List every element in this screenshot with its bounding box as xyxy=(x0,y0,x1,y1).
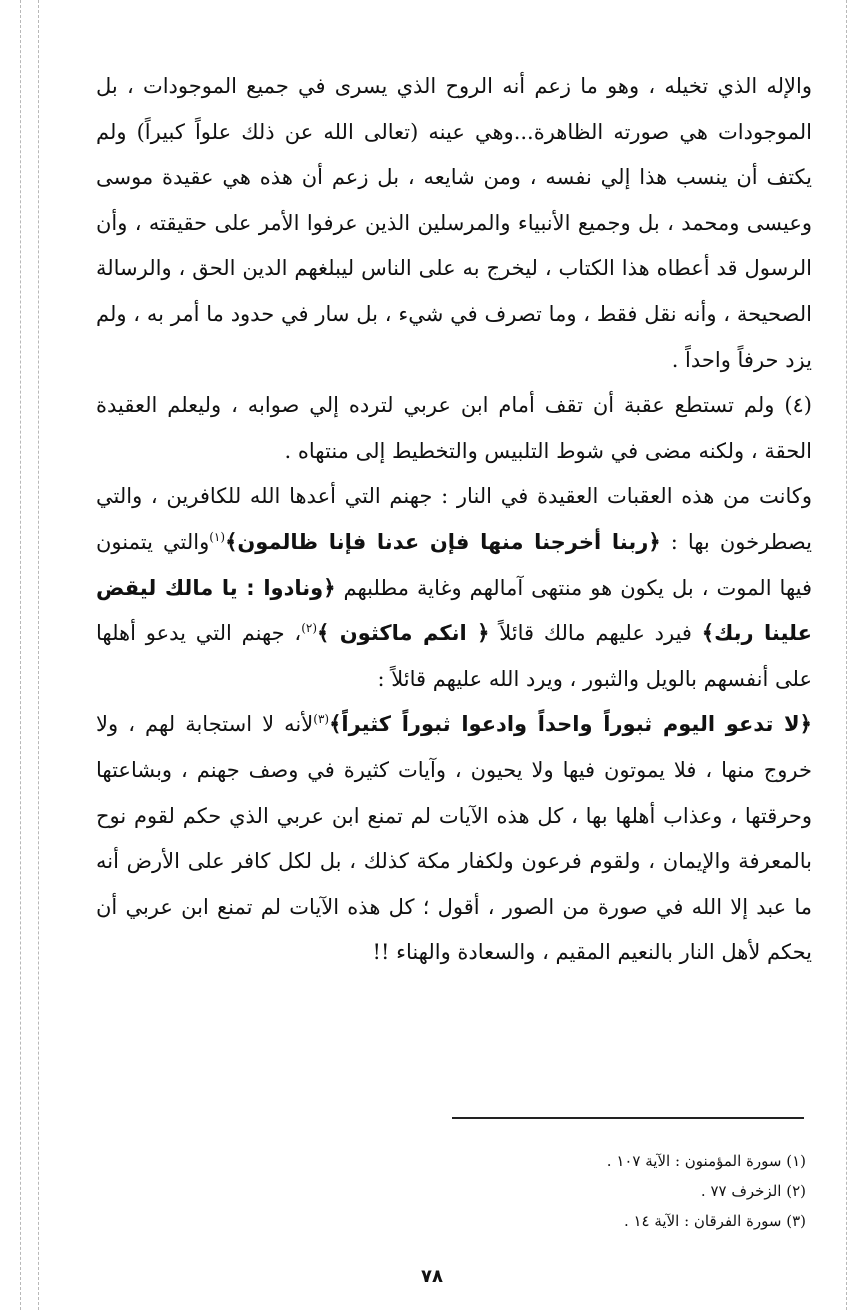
footnote: (١) سورة المؤمنون : الآية ١٠٧ . xyxy=(606,1152,806,1170)
paragraph-text: لأنه لا استجابة لهم ، ولا خروج منها ، فلا يموتون فيها ولا يحيون ، وآيات كثيرة في وصف جهنم ، وبشاعتها وحرقتها ، وعذاب أهلها بها ، كل هذه الآيات لم تمنع ابن عربي الذي حكم لقوم نوح بالمعرفة والإيمان ، ولقوم فرعون ولكفار مكة كذلك ، بل لكل كافر على الأرض أنه ما عبد إلا الله في صورة من الصور ، أقول ؛ كل هذه الآيات لم تمنع ابن عربي أن يحكم لأهل النار بالنعيم المقيم ، والسعادة والهناء !! xyxy=(96,712,812,965)
footnotes xyxy=(480,1146,806,1236)
quran-verse: ﴿ونادوا : يا مالك ليقض علينا ربك﴾ xyxy=(96,575,812,646)
footnote-ref: (٣) xyxy=(313,712,330,727)
paragraph xyxy=(96,474,812,702)
paragraph-text: ، جهنم التي يدعو أهلها على أنفسهم بالويل والثبور ، ويرد الله عليهم قائلاً : xyxy=(96,621,812,691)
quran-verse: ﴿ انكم ماكثون ﴾ xyxy=(317,621,490,646)
scan-margin-line xyxy=(38,0,39,1310)
paragraph: (٤) ولم تستطع عقبة أن تقف أمام ابن عربي لترده إلي صوابه ، وليعلم العقيدة الحقة ، ولكنه مضى في شوط التلبيس والتخطيط إلى منتهاه . xyxy=(96,393,812,463)
paragraph: والإله الذي تخيله ، وهو ما زعم أنه الروح الذي يسرى في جميع الموجودات ، بل الموجودات هي صورته الظاهرة...وهي عينه (تعالى الله عن ذلك علواً كبيراً) ولم يكتف أن ينسب هذا إلي نفسه ، ومن شايعه ، بل زعم أن هذه هي عقيدة موسى وعيسى ومحمد ، بل وجميع الأنبياء والمرسلين الذين عرفوا الأمر على حقيقته ، وأن الرسول قد أعطاه هذا الكتاب ، ليخرج به على الناس ليبلغهم الدين الحق ، والرسالة الصحيحة ، وأنه نقل فقط ، وما تصرف في شيء ، بل سار في حدود ما أمر به ، ولم يزد حرفاً واحداً . xyxy=(96,74,812,372)
paragraph-text: والتي يتمنون فيها الموت ، بل يكون هو منتهى آمالهم وغاية مطلبهم xyxy=(96,529,812,600)
footnote: (٢) الزخرف ٧٧ . xyxy=(700,1182,806,1200)
quran-verse: ﴿لا تدعو اليوم ثبوراً واحداً وادعوا ثبوراً كثيراً﴾ xyxy=(329,712,812,737)
scan-margin-line xyxy=(20,0,21,1310)
footnote-separator xyxy=(452,1117,804,1119)
paragraph-text: فيرد عليهم مالك قائلاً xyxy=(499,621,692,646)
quran-verse: ﴿ربنا أخرجنا منها فإن عدنا فإنا ظالمون﴾ xyxy=(225,529,661,554)
footnote-ref: (١) xyxy=(209,529,226,544)
page-number: ٧٨ xyxy=(421,1266,443,1287)
footnote-ref: (٢) xyxy=(301,621,318,636)
main-text xyxy=(96,64,812,976)
scan-margin-line xyxy=(846,0,847,1310)
footnote: (٣) سورة الفرقان : الآية ١٤ . xyxy=(623,1212,806,1230)
paragraph-text: وكانت من هذه العقبات العقيدة في النار : جهنم التي أعدها الله للكافرين ، والتي يصطرخون بها : xyxy=(96,484,812,554)
paragraph xyxy=(96,702,812,976)
